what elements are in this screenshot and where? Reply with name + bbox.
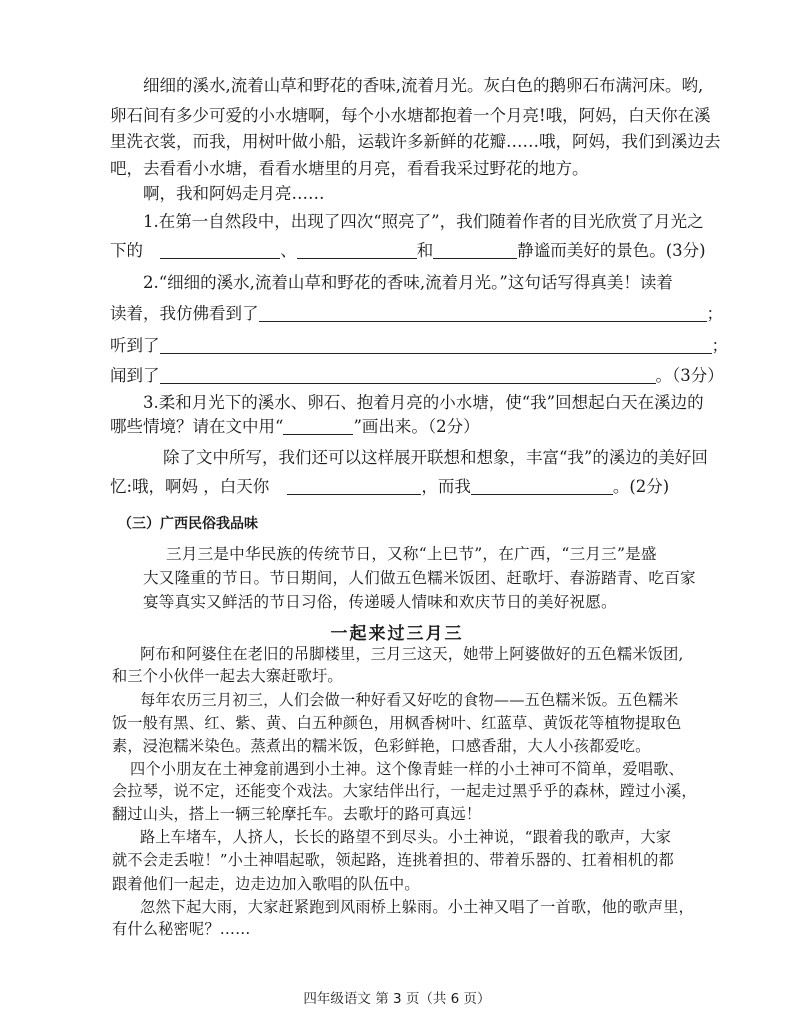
question-2-text: 2.“细细的溪水,流着山草和野花的香味,流着月光。”这句话写得真美！读着 [143,273,673,292]
passage-line: 卵石间有多少可爱的小水塘啊，每个小水塘都抱着一个月亮!哦，阿妈，白天你在溪 [110,106,711,125]
q1-sep: 和 [416,241,434,260]
section-heading: （三）广西民俗我品味 [118,516,258,532]
article-line: 忽然下起大雨，大家赶紧跑到风雨桥上躲雨。小土神又唱了一首歌，他的歌声里， [140,898,694,916]
question-3-text: 3.柔和月光下的溪水、卵石、抱着月亮的小水塘，使“我”回想起白天在溪边的 [143,393,704,412]
question-2-line-hear [110,334,750,358]
q4-suffix: 。(2分) [612,477,670,496]
question-2-line-smell [110,364,750,388]
q2-see-label: 读着，我仿佛看到了 [110,304,259,323]
answer-blank [283,416,353,435]
q2-punct: ； [706,304,723,323]
q1-prefix: 下的 [110,241,143,260]
answer-blank[interactable] [287,476,421,495]
answer-blank[interactable] [160,335,712,354]
q2-punct: 。（3分） [655,366,724,385]
q2-punct: ； [711,336,728,355]
answer-blank[interactable] [160,240,280,259]
article-title: 一起来过三月三 [330,624,464,644]
passage-line: 吧，去看看小水塘，看看水塘里的月亮，看看我采过野花的地方。 [110,159,589,178]
page-footer: 四年级语文 第 3 页（共 6 页） [303,991,491,1007]
question-2-line-see [110,302,750,326]
question-3-line-2 [110,415,750,439]
passage-line: 细细的溪水,流着山草和野花的香味,流着月光。灰白色的鹅卵石布满河床。哟, [143,76,704,95]
answer-blank[interactable] [471,476,613,495]
q1-sep: 、 [280,241,297,260]
article-line: 就不会走丢啦！”小土神唱起歌，领起路，连挑着担的、带着乐器的、扛着相机的都 [112,851,674,869]
article-line: 四个小朋友在土神龛前遇到小土神。这个像青蛙一样的小土神可不简单，爱唱歌、 [130,760,684,778]
article-line: 和三个小伙伴一起去大寨赶歌圩。 [112,667,343,685]
q1-suffix: 静谧而美好的景色。(3分) [517,241,706,260]
answer-blank[interactable] [433,240,517,259]
question-1-answer-line [110,239,750,263]
q4-mid: ，而我 [421,477,471,496]
article-line: 会拉琴，说不定，还能变个戏法。大家结伴出行，一起走过黑乎乎的森林，蹚过小溪， [112,782,697,800]
intro-line: 大又隆重的节日。节日期间，人们做五色糯米饭团、赶歌圩、春游踏青、吃百家 [143,569,696,587]
q4-prefix: 忆:哦，啊妈 ，白天你 [110,477,270,496]
q2-hear-label: 听到了 [110,336,160,355]
answer-blank[interactable] [160,365,656,384]
article-line: 每年农历三月初三，人们会做一种好看又好吃的食物——五色糯米饭。五色糯米 [140,691,679,709]
intro-line: 宴等真实又鲜活的节日习俗，传递暖人情味和欢庆节日的美好祝愿。 [143,593,617,611]
article-line: 有什么秘密呢？…… [112,920,251,938]
intro-line: 三月三是中华民族的传统节日，又称“上巳节”，在广西，“三月三”是盛 [166,545,657,563]
passage-closing: 啊，我和阿妈走月亮…… [143,184,325,203]
article-line: 跟着他们一起走，边走边加入歌唱的队伍中。 [112,875,420,893]
article-line: 素，浸泡糯米染色。蒸煮出的糯米饭，色彩鲜艳，口感香甜，大人小孩都爱吃。 [112,737,651,755]
article-line: 饭一般有黑、红、紫、黄、白五种颜色，用枫香树叶、红蓝草、黄饭花等植物提取色 [112,714,682,732]
question-4-line-2 [110,475,750,499]
passage-line: 里洗衣裳，而我，用树叶做小船，运载许多新鲜的花瓣……哦，阿妈，我们到溪边去 [110,132,721,151]
article-line: 阿布和阿婆住在老旧的吊脚楼里，三月三这天，她带上阿婆做好的五色糯米饭团, [140,645,684,663]
article-line: 路上车堵车，人挤人，长长的路望不到尽头。小土神说，“跟着我的歌声，大家 [140,828,672,846]
q3-prefix: 哪些情境？请在文中用“ [110,417,284,436]
article-line: 翻过山头，搭上一辆三轮摩托车。去歌圩的路可真远！ [112,805,482,823]
answer-blank[interactable] [297,240,417,259]
q3-suffix: ”画出来。（2分） [353,417,480,436]
question-4-text: 除了文中所写，我们还可以这样展开联想和想象，丰富“我”的溪边的美好回 [163,448,708,467]
q2-smell-label: 闻到了 [110,366,160,385]
question-1-text: 1.在第一自然段中，出现了四次“照亮了”，我们随着作者的目光欣赏了月光之 [143,212,704,231]
answer-blank[interactable] [259,303,707,322]
